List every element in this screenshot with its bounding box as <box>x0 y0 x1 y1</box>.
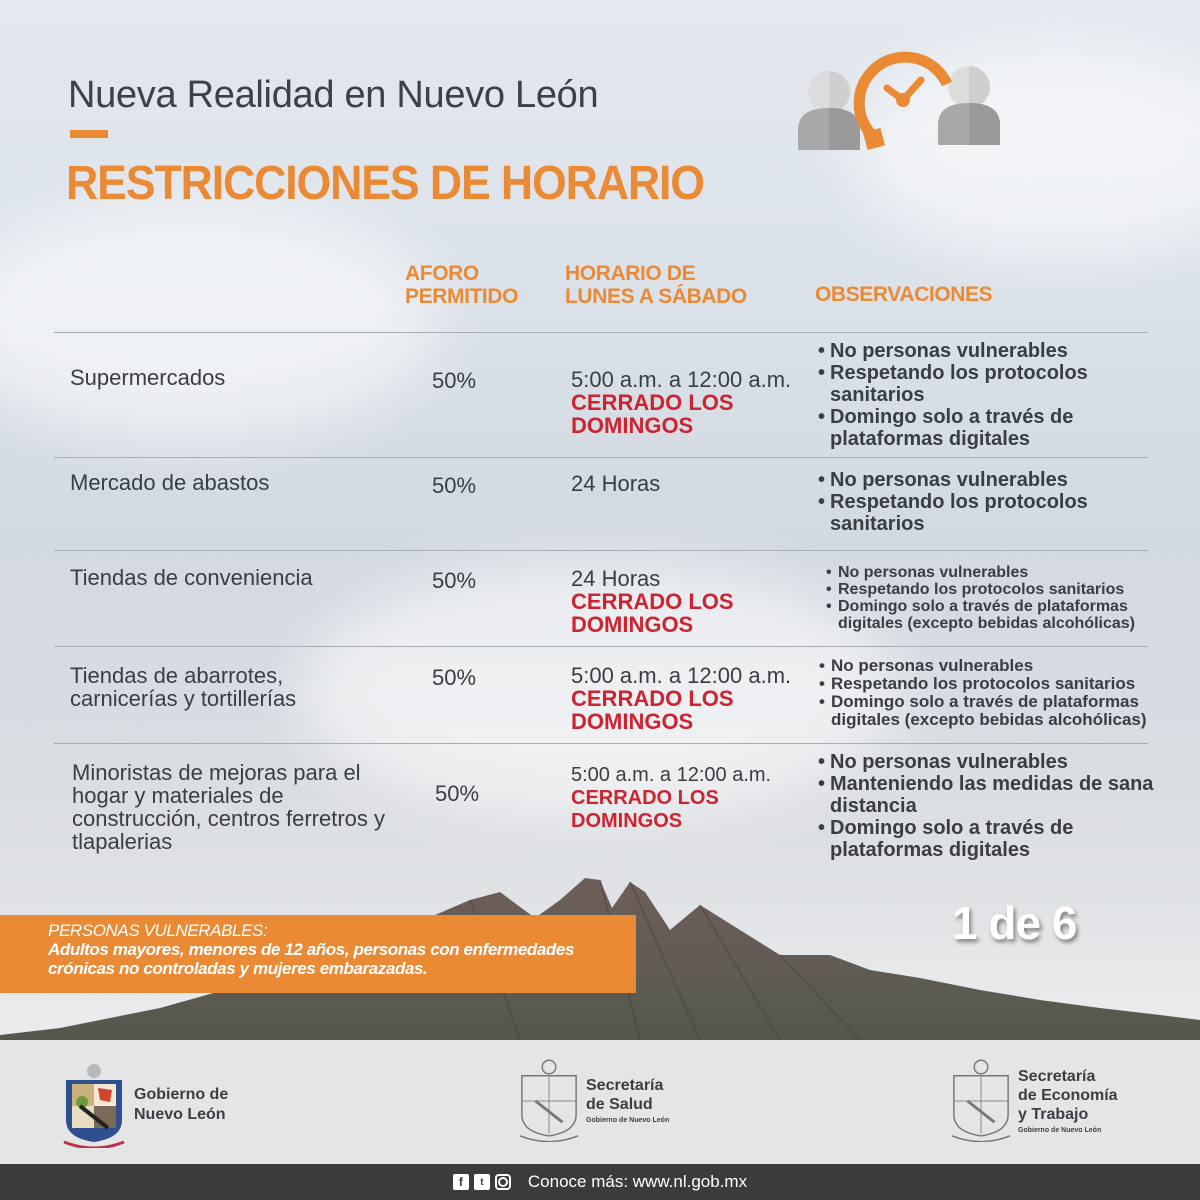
note-item: • Domingo solo a través de plataformas digitales <box>818 406 1178 450</box>
note-item: • Respetando los protocolos sanitarios <box>818 491 1178 535</box>
row-category: Mercado de abastos <box>70 470 270 495</box>
row-category: Tiendas de abarrotes, carnicerías y tortillerías <box>70 663 297 711</box>
row-category: Supermercados <box>70 365 226 390</box>
vulnerable-persons-note <box>0 915 636 993</box>
note-item: • No personas vulnerables <box>826 564 1186 581</box>
column-header-line: HORARIO DE <box>565 262 696 285</box>
row-notes <box>818 751 1178 861</box>
row-notes <box>819 657 1189 729</box>
org-secretaria-economia <box>950 1058 1118 1142</box>
note-item: • No personas vulnerables <box>819 657 1189 675</box>
social-links-bar <box>0 1164 1200 1200</box>
page-title: RESTRICCIONES DE HORARIO <box>66 157 704 210</box>
table-divider <box>54 332 1148 333</box>
schedule-hours: 5:00 a.m. a 12:00 a.m. <box>571 764 772 786</box>
closed-sundays-label: CERRADO LOS DOMINGOS <box>571 589 734 637</box>
website-link[interactable]: Conoce más: www.nl.gob.mx <box>527 1172 748 1191</box>
note-item: • Domingo solo a través de plataformas digitales <box>818 817 1178 861</box>
twitter-icon[interactable]: t <box>474 1174 490 1190</box>
row-notes <box>818 469 1178 535</box>
column-header-horario <box>565 262 747 308</box>
org-secretaria-salud <box>518 1058 669 1142</box>
row-notes <box>818 340 1178 450</box>
people-clock-icon <box>795 40 1005 155</box>
row-category: Minoristas de mejoras para el hogar y materiales de construcción, centros ferretros y tlapalerias <box>72 760 386 854</box>
row-capacity: 50% <box>432 473 477 498</box>
title-divider <box>70 130 108 138</box>
org-subtitle: Gobierno de Nuevo León <box>1018 1126 1102 1134</box>
row-schedule <box>571 368 811 437</box>
schedule-hours: 24 Horas <box>571 566 661 591</box>
note-item: • Respetando los protocolos sanitarios <box>818 362 1178 406</box>
org-name <box>1018 1067 1118 1134</box>
schedule-hours: 24 Horas <box>571 471 661 496</box>
footer-logos <box>0 1040 1200 1164</box>
org-gobierno-nl <box>62 1062 228 1148</box>
column-header-line: AFORO <box>405 262 479 285</box>
note-item: • No personas vulnerables <box>818 751 1178 773</box>
row-schedule <box>571 664 811 733</box>
closed-sundays-label: CERRADO LOS DOMINGOS <box>571 686 734 734</box>
note-item: • Domingo solo a través de plataformas digitales (excepto bebidas alcohólicas) <box>819 693 1189 729</box>
vulnerable-title: PERSONAS VULNERABLES: <box>48 921 268 940</box>
table-divider <box>54 457 1148 458</box>
column-header-aforo <box>405 262 518 308</box>
org-name-line: Secretaría <box>586 1077 664 1094</box>
note-item: • Domingo solo a través de plataformas digitales (excepto bebidas alcohólicas) <box>826 598 1186 632</box>
schedule-hours: 5:00 a.m. a 12:00 a.m. <box>571 663 792 688</box>
row-capacity: 50% <box>432 368 477 393</box>
background-cloud <box>0 200 440 440</box>
org-name <box>586 1076 669 1124</box>
org-name-line: Secretaría <box>1018 1067 1096 1085</box>
closed-sundays-label: CERRADO LOS DOMINGOS <box>571 787 719 832</box>
note-item: • Respetando los protocolos sanitarios <box>819 675 1189 693</box>
org-name-line: Gobierno de <box>134 1086 229 1103</box>
org-name-line: y Trabajo <box>1018 1105 1089 1123</box>
row-capacity: 50% <box>432 568 477 593</box>
row-capacity: 50% <box>435 781 480 806</box>
coat-of-arms-icon <box>518 1058 580 1142</box>
facebook-icon[interactable]: f <box>453 1174 469 1190</box>
note-item: • No personas vulnerables <box>818 340 1178 362</box>
note-item: • Respetando los protocolos sanitarios <box>826 581 1186 598</box>
column-header-observaciones: OBSERVACIONES <box>815 283 993 306</box>
column-header-line: LUNES A SÁBADO <box>565 285 747 308</box>
row-category: Tiendas de conveniencia <box>70 565 313 590</box>
row-notes <box>826 564 1186 632</box>
coat-of-arms-icon <box>950 1058 1012 1142</box>
instagram-icon[interactable] <box>495 1174 511 1190</box>
table-divider <box>54 743 1148 744</box>
note-item: • Manteniendo las medidas de sana distancia <box>818 773 1178 817</box>
org-name-line: de Economía <box>1018 1086 1118 1104</box>
row-schedule <box>571 567 811 636</box>
schedule-hours: 5:00 a.m. a 12:00 a.m. <box>571 367 792 392</box>
org-name-line: de Salud <box>586 1096 653 1113</box>
table-divider <box>54 550 1148 551</box>
closed-sundays-label: CERRADO LOS DOMINGOS <box>571 390 734 438</box>
row-schedule <box>571 472 811 495</box>
page-subtitle: Nueva Realidad en Nuevo León <box>68 74 599 116</box>
org-subtitle: Gobierno de Nuevo León <box>586 1117 670 1124</box>
row-schedule <box>571 764 811 833</box>
row-capacity: 50% <box>432 665 477 690</box>
coat-of-arms-icon <box>62 1062 126 1148</box>
column-header-line: PERMITIDO <box>405 285 519 308</box>
org-name <box>134 1085 228 1125</box>
vulnerable-text: Adultos mayores, menores de 12 años, personas con enfermedades crónicas no controladas y mujeres embarazadas. <box>48 940 575 978</box>
table-divider <box>54 646 1148 647</box>
page-indicator: 1 de 6 <box>952 897 1077 949</box>
note-item: • No personas vulnerables <box>818 469 1178 491</box>
org-name-line: Nuevo León <box>134 1106 226 1123</box>
